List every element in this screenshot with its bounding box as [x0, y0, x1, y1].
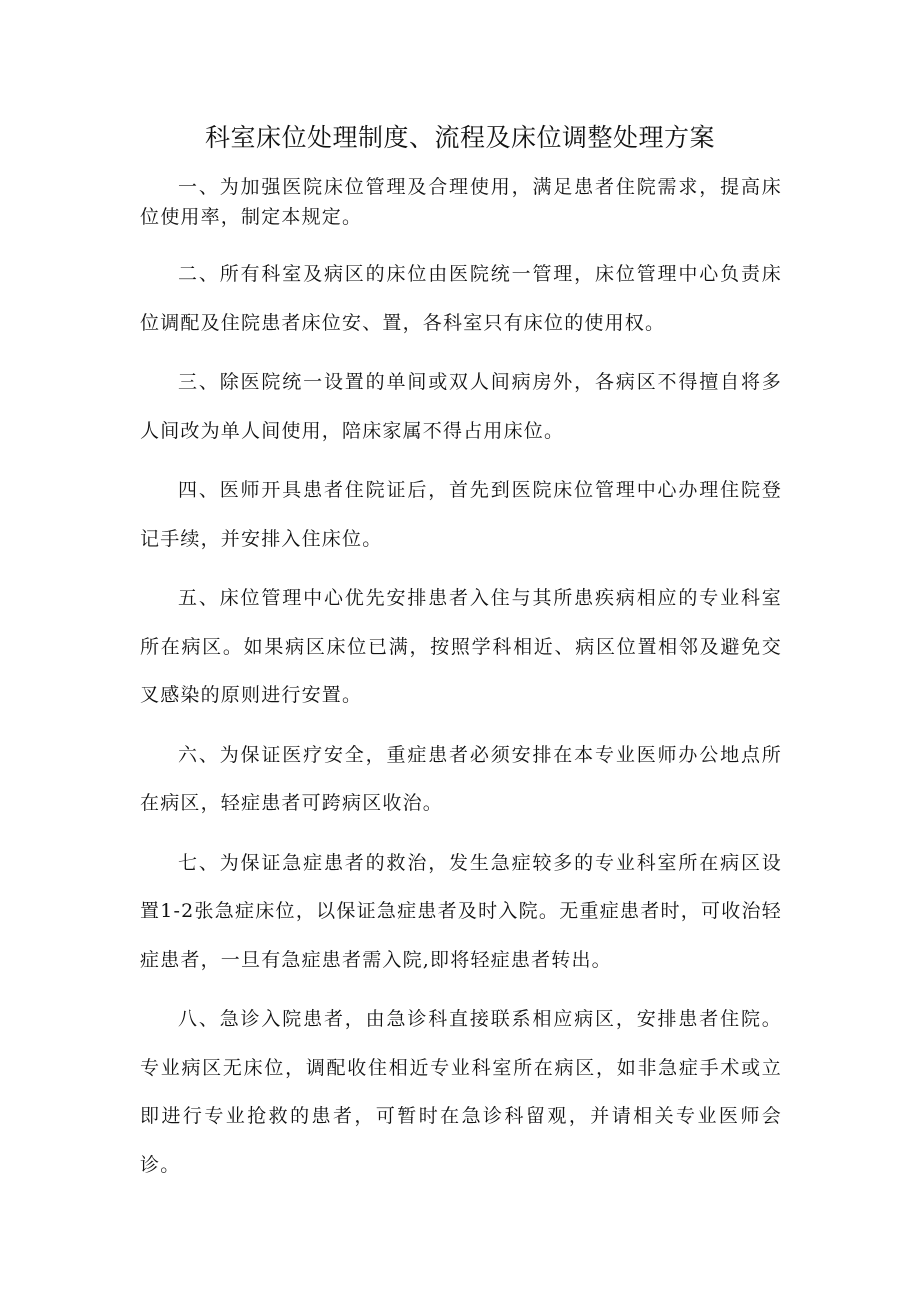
paragraph-1: 一、为加强医院床位管理及合理使用，满足患者住院需求，提高床位使用率，制定本规定。: [140, 176, 782, 228]
document-body: [140, 172, 782, 1200]
document-title: 科室床位处理制度、流程及床位调整处理方案: [204, 123, 715, 152]
paragraph-6: 六、为保证医疗安全，重症患者必须安排在本专业医师办公地点所在病区，轻症患者可跨病区收治。: [140, 743, 782, 814]
paragraph-2: 二、所有科室及病区的床位由医院统一管理，床位管理中心负责床位调配及住院患者床位安、置，各科室只有床位的使用权。: [140, 263, 782, 334]
paragraph-3: 三、除医院统一设置的单间或双人间病房外，各病区不得擅自将多人间改为单人间使用，陪床家属不得占用床位。: [140, 371, 782, 442]
paragraph-4: 四、医师开具患者住院证后，首先到医院床位管理中心办理住院登记手续，并安排入住床位。: [140, 479, 782, 550]
paragraph-5: 五、床位管理中心优先安排患者入住与其所患疾病相应的专业科室所在病区。如果病区床位已满，按照学科相近、病区位置相邻及避免交叉感染的原则进行安置。: [140, 587, 782, 706]
paragraph-7: 七、为保证急症患者的救治，发生急症较多的专业科室所在病区设置1-2张急症床位，以保证急症患者及时入院。无重症患者时，可收治轻症患者，一旦有急症患者需入院,即将轻症患者转出。: [140, 851, 782, 971]
paragraph-8: 八、急诊入院患者，由急诊科直接联系相应病区，安排患者住院。专业病区无床位，调配收住相近专业科室所在病区，如非急症手术或立即进行专业抢救的患者，可暂时在急诊科留观，并请相关专业医师会诊。: [140, 1008, 782, 1176]
